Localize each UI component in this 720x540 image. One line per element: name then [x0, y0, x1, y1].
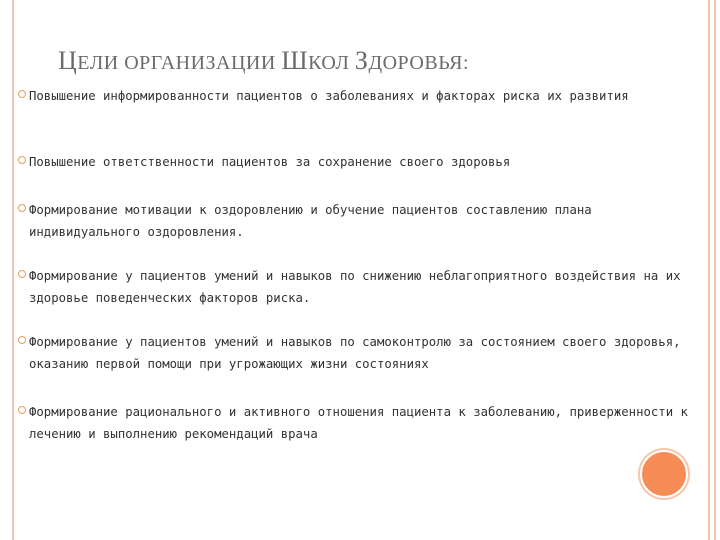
slide-title — [58, 46, 469, 76]
decorative-orange-circle — [640, 450, 688, 498]
right-decorative-rule — [708, 0, 710, 540]
bullet-text: Повышение информированности пациентов о заболеваниях и факторах риска их развития — [29, 89, 629, 103]
bullet-circle-icon — [18, 156, 26, 164]
bullet-text: Формирование рационального и активного отношения пациента к заболеванию, приверженности к лечению и выполнению рекомендаций врача — [29, 405, 688, 441]
bullet-text: Повышение ответственности пациентов за сохранение своего здоровья — [29, 155, 511, 169]
left-decorative-rule — [12, 0, 14, 540]
bullet-circle-icon — [18, 270, 26, 278]
bullet-circle-icon — [18, 336, 26, 344]
title-part-2: КОЛ — [308, 52, 355, 74]
bullet-circle-icon — [18, 90, 26, 98]
title-part-1: ЕЛИ ОРГАНИЗАЦИИ — [77, 52, 282, 74]
bullet-text: Формирование мотивации к оздоровлению и обучение пациентов составлению плана индивидуального оздоровления. — [29, 203, 592, 239]
bullet-text: Формирование у пациентов умений и навыков по самоконтролю за состоянием своего здоровья, оказанию первой помощи при угрожающих жизни состояниях — [29, 335, 681, 371]
bullet-text: Формирование у пациентов умений и навыков по снижению неблагоприятного воздействия на их здоровье поведенческих факторов риска. — [29, 269, 681, 305]
bullet-circle-icon — [18, 406, 26, 414]
title-cap-1: Ц — [58, 46, 78, 75]
right-decorative-rule-outer — [714, 0, 716, 540]
bullet-circle-icon — [18, 204, 26, 212]
title-cap-3: З — [354, 46, 369, 75]
title-cap-2: Ш — [281, 46, 309, 75]
title-part-3: ДОРОВЬЯ: — [368, 52, 470, 74]
